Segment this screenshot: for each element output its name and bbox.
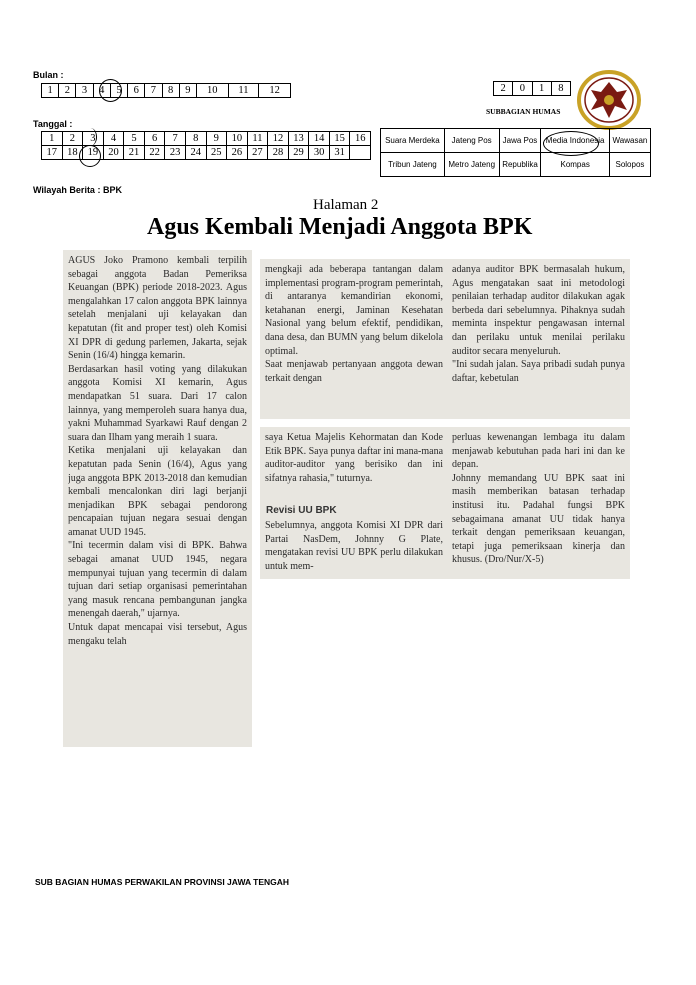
bulan-cell: 11 bbox=[228, 84, 259, 98]
media-cell: Tribun Jateng bbox=[381, 153, 445, 177]
bpk-logo bbox=[577, 70, 641, 135]
bulan-cell: 12 bbox=[259, 84, 291, 98]
tanggal-cell: 27 bbox=[247, 146, 268, 160]
media-cell: Kompas bbox=[541, 153, 609, 177]
bulan-cell: 7 bbox=[145, 84, 162, 98]
bulan-selected-circle bbox=[99, 79, 122, 102]
media-cell: Republika bbox=[499, 153, 541, 177]
tanggal-selected-circle bbox=[79, 145, 101, 167]
bulan-cell: 9 bbox=[179, 84, 196, 98]
subbagian-humas: SUBBAGIAN HUMAS bbox=[486, 107, 561, 116]
tanggal-cell: 22 bbox=[144, 146, 165, 160]
tanggal-cell: 9 bbox=[206, 132, 227, 146]
article-column-3b: perluas kewenangan lembaga itu dalam menjawab kebutuhan pada hari ini dan ke depan. Johnny memandang UU BPK saat ini masih memberikan batasan terhadap institusi itu. Padahal fungsi BPK sebagaimana amanat UU tidak hanya terkait dengan pemeriksaan keuangan, tetapi juga pemeriksaan kinerja dan khusus. (Dro/Nur/X-5) bbox=[452, 432, 625, 566]
tanggal-cell: 14 bbox=[309, 132, 330, 146]
tanggal-cell: 19 bbox=[83, 146, 104, 160]
bulan-grid bbox=[41, 83, 291, 98]
year-digit-cell: 0 bbox=[513, 82, 532, 96]
year-digit-cell: 8 bbox=[551, 82, 570, 96]
tanggal-cell: 11 bbox=[247, 132, 268, 146]
media-cell: Jateng Pos bbox=[444, 129, 499, 153]
tanggal-cell: 20 bbox=[103, 146, 124, 160]
tanggal-cell: 7 bbox=[165, 132, 186, 146]
tanggal-cell: 23 bbox=[165, 146, 186, 160]
year-digit-cell: 2 bbox=[494, 82, 513, 96]
bulan-cell: 5 bbox=[110, 84, 127, 98]
article-title: Agus Kembali Menjadi Anggota BPK bbox=[147, 214, 533, 240]
tanggal-cell: 21 bbox=[124, 146, 145, 160]
wilayah-berita: Wilayah Berita : BPK bbox=[33, 185, 122, 195]
footer-text: SUB BAGIAN HUMAS PERWAKILAN PROVINSI JAWA TENGAH bbox=[35, 877, 290, 887]
media-selected-circle bbox=[543, 131, 599, 156]
tanggal-cell: 31 bbox=[329, 146, 350, 160]
tanggal-cell: 17 bbox=[42, 146, 63, 160]
tanggal-cell: 25 bbox=[206, 146, 227, 160]
tanggal-cell: 16 bbox=[350, 132, 371, 146]
tanggal-cell: 8 bbox=[185, 132, 206, 146]
article-column-2c: Sebelumnya, anggota Komisi XI DPR dari Partai NasDem, Johnny G Plate, mengatakan revisi UU BPK perlu dilakukan untuk mem- bbox=[265, 520, 443, 572]
tanggal-cell: 12 bbox=[268, 132, 289, 146]
media-cell: Wawasan bbox=[609, 129, 650, 153]
bulan-cell: 8 bbox=[162, 84, 179, 98]
tanggal-cell: 28 bbox=[268, 146, 289, 160]
article-column-2a: mengkaji ada beberapa tantangan dalam implementasi program-program pemerintah, di antaranya kemandirian ekonomi, ketahanan energi, Jaminan Kesehatan Nasional yang belum efektif, pendidikan, dana desa, dan BUMN yang belum dikelola optimal. Saat menjawab pertanyaan anggota dewan terkait dengan bbox=[265, 264, 443, 384]
tanggal-cell: 10 bbox=[227, 132, 248, 146]
tanggal-cell: 6 bbox=[144, 132, 165, 146]
bulan-cell: 10 bbox=[196, 84, 228, 98]
bulan-cell: 2 bbox=[59, 84, 76, 98]
page-number: Halaman 2 bbox=[313, 197, 379, 213]
tanggal-cell: 15 bbox=[329, 132, 350, 146]
tanggal-cell: 1 bbox=[42, 132, 63, 146]
article-column-2b: saya Ketua Majelis Kehormatan dan Kode Etik BPK. Saya punya daftar ini mana-mana auditor-auditor yang berisiko dan ini sifatnya rahasia," tuturnya. bbox=[265, 432, 443, 484]
bulan-cell: 6 bbox=[128, 84, 145, 98]
year-grid bbox=[493, 81, 571, 96]
tanggal-cell: 24 bbox=[185, 146, 206, 160]
tanggal-cell: 3 bbox=[83, 132, 104, 146]
media-cell: Suara Merdeka bbox=[381, 129, 445, 153]
bulan-label: Bulan : bbox=[33, 70, 64, 80]
tanggal-cell: 5 bbox=[124, 132, 145, 146]
media-cell: Jawa Pos bbox=[499, 129, 541, 153]
tanggal-label: Tanggal : bbox=[33, 119, 73, 129]
media-table bbox=[380, 128, 651, 177]
tanggal-cell: 18 bbox=[62, 146, 83, 160]
tanggal-cell: 4 bbox=[103, 132, 124, 146]
media-cell: Solopos bbox=[609, 153, 650, 177]
article-column-3a: adanya auditor BPK bermasalah hukum, Agus mengatakan saat ini metodologi penilaian terhadap auditor dilakukan agak berbeda dari sebelumnya. Pihaknya sudah meminta inspektur pengawasan internal dan perilaku untuk menilai perilaku auditor secara menyeluruh. "Ini sudah jalan. Saya pribadi sudah punya daftar, kebetulan bbox=[452, 264, 625, 384]
subhead-revisi: Revisi UU BPK bbox=[266, 505, 337, 516]
media-cell: Media Indonesia bbox=[541, 129, 609, 153]
tanggal-cell: 30 bbox=[309, 146, 330, 160]
article-column-1: AGUS Joko Pramono kembali terpilih sebagai anggota Badan Pemeriksa Keuangan (BPK) periode 2018-2023. Agus mengalahkan 17 calon anggota BPK lainnya setelah menjalani uji kelayakan dan kepatutan (fit and proper test) oleh Komisi XI DPR di gedung parlemen, Jakarta, sejak Senin (16/4) hingga kemarin. Berdasarkan hasil voting yang dilakukan anggota Komisi XI kemarin, Agus mendapatkan 51 suara. Dari 17 calon lainnya, yang memperoleh suara hanya dua, yakni Muhammad Syarkawi Rauf dengan 2 suara dan Ilham yang meraih 1 suara. Ketika menjalani uji kelayakan dan kepatutan pada Senin (16/4), Agus yang juga anggota BPK 2013-2018 dan kemudian kembali mencalonkan diri lagi berjanji menjadikan BPK sebagai pendorong pencapaian tujuan negara sesuai dengan amanat UUD 1945. "Ini tecermin dalam visi di BPK. Bahwa sebagai amanat UUD 1945, negara mempunyai tujuan yang tecermin di dalam tujuan dari setiap organisasi pemerintahan yang masuk rencana pembangunan jangka menengah daerah," ujarnya. Untuk dapat mencapai visi tersebut, Agus mengaku telah bbox=[68, 255, 247, 647]
tanggal-cell: 2 bbox=[62, 132, 83, 146]
bulan-cell: 3 bbox=[76, 84, 93, 98]
media-cell: Metro Jateng bbox=[444, 153, 499, 177]
tanggal-cell: 26 bbox=[227, 146, 248, 160]
tanggal-cell bbox=[350, 146, 371, 160]
bulan-cell: 4 bbox=[93, 84, 110, 98]
tanggal-circle-arc bbox=[84, 128, 97, 146]
tanggal-cell: 13 bbox=[288, 132, 309, 146]
year-digit-cell: 1 bbox=[532, 82, 551, 96]
tanggal-cell: 29 bbox=[288, 146, 309, 160]
bulan-cell: 1 bbox=[42, 84, 59, 98]
